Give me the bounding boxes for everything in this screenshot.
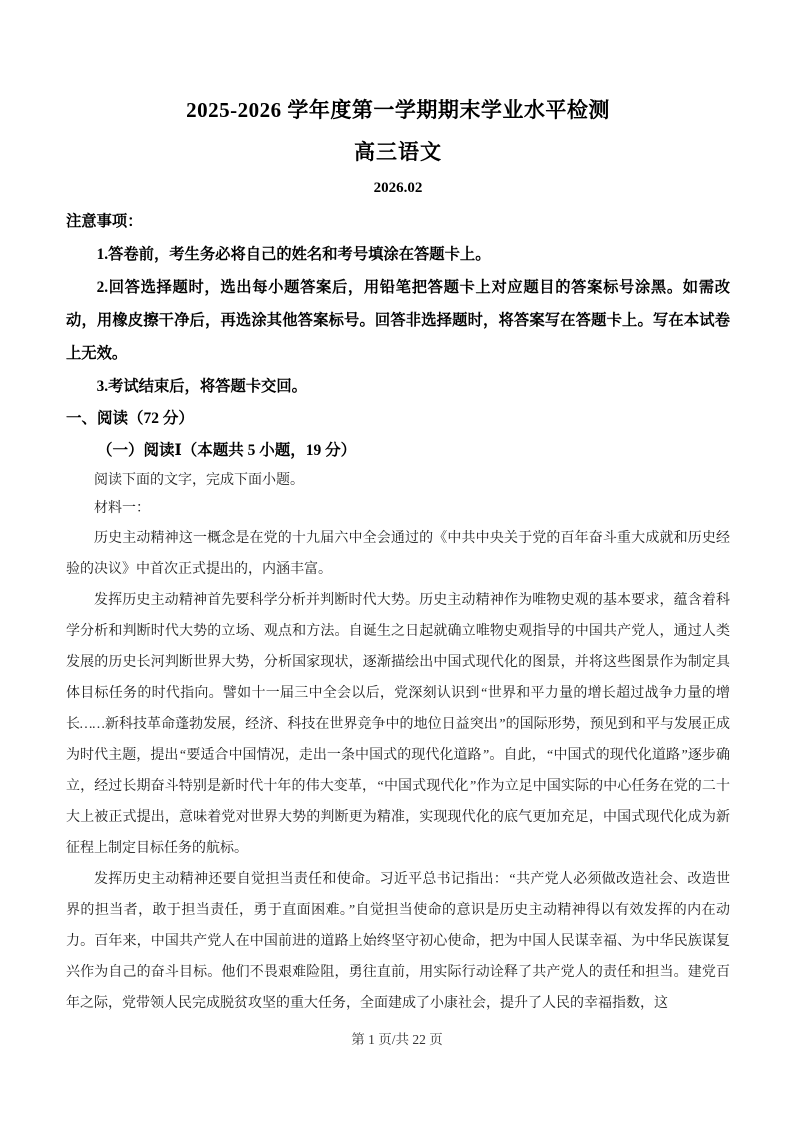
exam-header: [66, 95, 730, 199]
subsection-heading-reading-1: （一）阅读Ⅰ（本题共 5 小题，19 分）: [97, 442, 357, 459]
notice-item-1: 1.答卷前，考生务必将自己的姓名和考号填涂在答题卡上。: [96, 246, 491, 263]
material-paragraph-1: 历史主动精神这一概念是在党的十九届六中全会通过的《中共中央关于党的百年奋斗重大成就和历史经验的决议》中首次正式提出的，内涵丰富。: [66, 531, 730, 577]
notices-heading: 注意事项：: [66, 213, 143, 230]
notice-item-2: 2.回答选择题时，选出每小题答案后，用铅笔把答题卡上对应题目的答案标号涂黑。如需改动，用橡皮擦干净后，再选涂其他答案标号。回答非选择题时，将答案写在答题卡上。写在本试卷上无效。: [66, 279, 730, 362]
exam-date: 2026.02: [373, 180, 423, 196]
material-paragraph-3: 发挥历史主动精神还要自觉担当责任和使命。习近平总书记指出：“共产党人必须做改造社会、改造世界的担当者，敢于担当责任，勇于直面困难。”自觉担当使命的意识是历史主动精神得以有效发挥的内在动力。百年来，中国共产党人在中国前进的道路上始终坚守初心使命，把为中国人民谋幸福、为中华民族谋复兴作为自己的奋斗目标。他们不畏艰难险阻，勇往直前，用实际行动诠释了共产党人的责任和担当。建党百年之际，党带领人民完成脱贫攻坚的重大任务，全面建成了小康社会，提升了人民的幸福指数，这: [66, 872, 730, 1011]
reading-instruction: 阅读下面的文字，完成下面小题。: [94, 473, 304, 488]
page-number-indicator: 第 1 页/共 22 页: [351, 1032, 443, 1047]
section-heading-reading: 一、阅读（72 分）: [66, 410, 194, 427]
notices-section: [66, 205, 730, 403]
exam-subject: 高三语文: [354, 140, 442, 164]
exam-title: 2025-2026 学年度第一学期期末学业水平检测: [186, 98, 610, 122]
material-paragraph-2: 发挥历史主动精神首先要科学分析并判断时代大势。历史主动精神作为唯物史观的基本要求，蕴含着科学分析和判断时代大势的立场、观点和方法。自诞生之日起就确立唯物史观指导的中国共产党人，通过人类发展的历史长河判断世界大势，分析国家现状，逐渐描绘出中国式现代化的图景，并将这些图景作为制定具体目标任务的时代指向。譬如十一届三中全会以后，党深刻认识到“世界和平力量的增长超过战争力量的增长……新科技革命蓬勃发展，经济、科技在世界竞争中的地位日益突出”的国际形势，预见到和平与发展正成为时代主题，提出“要适合中国情况，走出一条中国式的现代化道路”。自此，“中国式的现代化道路”逐步确立，经过长期奋斗特别是新时代十年的伟大变革，“中国式现代化”作为立足中国实际的中心任务在党的二十大上被正式提出，意味着党对世界大势的判断更为精准，实现现代化的底气更加充足，中国式现代化成为新征程上制定目标任务的航标。: [66, 593, 730, 856]
material-one-label: 材料一：: [94, 501, 150, 516]
notice-item-3: 3.考试结束后，将答题卡交回。: [96, 378, 307, 395]
reading-section: [66, 403, 730, 1019]
